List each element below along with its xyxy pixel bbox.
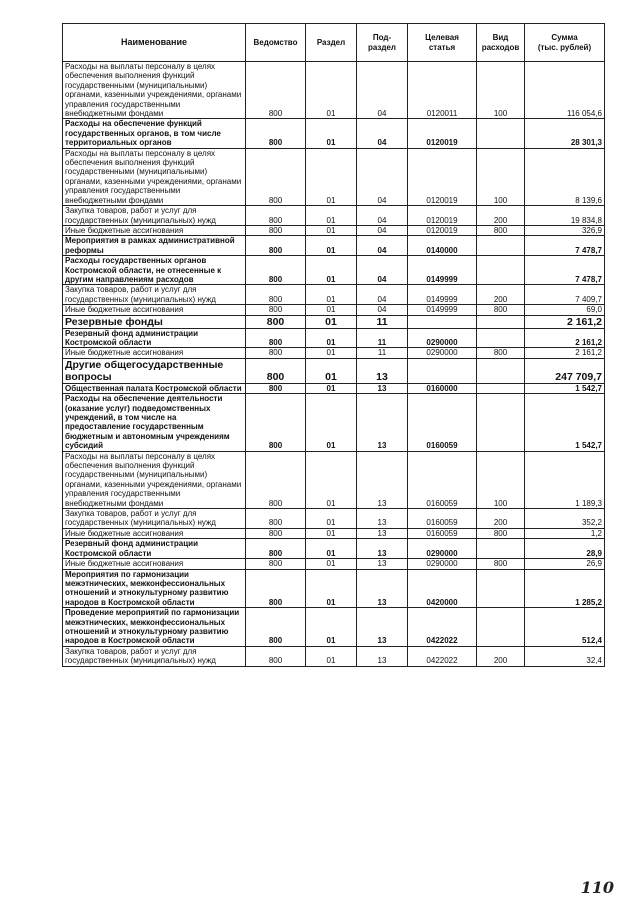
cell-target: 0120019	[408, 206, 477, 226]
cell-expense-type	[477, 256, 525, 285]
cell-amount: 512,4	[525, 608, 605, 647]
cell-expense-type	[477, 383, 525, 393]
cell-target: 0422022	[408, 608, 477, 647]
header-amount: Сумма (тыс. рублей)	[525, 24, 605, 62]
cell-target: 0290000	[408, 559, 477, 569]
table-row	[63, 608, 605, 647]
cell-expense-type	[477, 315, 525, 328]
cell-name: Резервный фонд администрации Костромской области	[63, 328, 246, 348]
cell-section: 01	[306, 305, 357, 315]
cell-expense-type: 800	[477, 559, 525, 569]
cell-target: 0120019	[408, 225, 477, 235]
cell-section: 01	[306, 285, 357, 305]
cell-target: 0160000	[408, 383, 477, 393]
table-row	[63, 236, 605, 256]
cell-name: Другие общегосударственные вопросы	[63, 358, 246, 383]
cell-amount: 7 478,7	[525, 236, 605, 256]
table-row	[63, 646, 605, 666]
cell-subsection: 13	[357, 608, 408, 647]
cell-target: 0420000	[408, 569, 477, 608]
cell-dept: 800	[246, 646, 306, 666]
cell-name: Закупка товаров, работ и услуг для государственных (муниципальных) нужд	[63, 509, 246, 529]
cell-dept: 800	[246, 383, 306, 393]
cell-name: Расходы на выплаты персоналу в целях обеспечения выполнения функций государственными (муниципальными) органами, казенными учреждениями, органами управления государственными внебюджетными фондами	[63, 451, 246, 508]
cell-subsection: 04	[357, 148, 408, 205]
cell-amount: 7 478,7	[525, 256, 605, 285]
cell-amount: 19 834,8	[525, 206, 605, 226]
cell-expense-type: 200	[477, 206, 525, 226]
cell-dept: 800	[246, 348, 306, 358]
cell-amount: 26,9	[525, 559, 605, 569]
table-row	[63, 206, 605, 226]
cell-amount: 247 709,7	[525, 358, 605, 383]
cell-section: 01	[306, 62, 357, 119]
cell-name: Иные бюджетные ассигнования	[63, 348, 246, 358]
cell-subsection: 13	[357, 383, 408, 393]
cell-expense-type: 100	[477, 62, 525, 119]
cell-expense-type	[477, 236, 525, 256]
cell-target: 0422022	[408, 646, 477, 666]
table-row	[63, 119, 605, 148]
table-row	[63, 383, 605, 393]
cell-amount: 69,0	[525, 305, 605, 315]
cell-expense-type	[477, 394, 525, 451]
cell-subsection: 13	[357, 509, 408, 529]
cell-expense-type: 200	[477, 646, 525, 666]
cell-dept: 800	[246, 509, 306, 529]
cell-name: Расходы на обеспечение функций государственных органов, в том числе территориальных органов	[63, 119, 246, 148]
cell-target: 0120011	[408, 62, 477, 119]
cell-dept: 800	[246, 225, 306, 235]
header-name: Наименование	[63, 24, 246, 62]
cell-subsection: 13	[357, 646, 408, 666]
cell-name: Резервные фонды	[63, 315, 246, 328]
cell-dept: 800	[246, 451, 306, 508]
header-dept: Ведомство	[246, 24, 306, 62]
cell-amount: 352,2	[525, 509, 605, 529]
cell-subsection: 04	[357, 119, 408, 148]
cell-dept: 800	[246, 305, 306, 315]
header-expense-type: Вид расходов	[477, 24, 525, 62]
cell-section: 01	[306, 509, 357, 529]
cell-dept: 800	[246, 559, 306, 569]
cell-dept: 800	[246, 148, 306, 205]
header-subsection: Под- раздел	[357, 24, 408, 62]
cell-dept: 800	[246, 608, 306, 647]
cell-name: Закупка товаров, работ и услуг для государственных (муниципальных) нужд	[63, 206, 246, 226]
cell-name: Общественная палата Костромской области	[63, 383, 246, 393]
cell-amount: 2 161,2	[525, 348, 605, 358]
cell-name: Иные бюджетные ассигнования	[63, 528, 246, 538]
header-target: Целевая статья	[408, 24, 477, 62]
cell-section: 01	[306, 451, 357, 508]
cell-dept: 800	[246, 358, 306, 383]
table-row	[63, 305, 605, 315]
cell-subsection: 11	[357, 315, 408, 328]
cell-subsection: 13	[357, 559, 408, 569]
table-row	[63, 62, 605, 119]
cell-expense-type: 100	[477, 148, 525, 205]
cell-target: 0160059	[408, 394, 477, 451]
cell-target	[408, 358, 477, 383]
cell-expense-type	[477, 569, 525, 608]
cell-expense-type: 200	[477, 285, 525, 305]
cell-expense-type: 100	[477, 451, 525, 508]
cell-amount: 2 161,2	[525, 315, 605, 328]
cell-amount: 1 542,7	[525, 383, 605, 393]
cell-dept: 800	[246, 528, 306, 538]
cell-name: Расходы на выплаты персоналу в целях обеспечения выполнения функций государственными (муниципальными) органами, казенными учреждениями, органами управления государственными внебюджетными фондами	[63, 62, 246, 119]
cell-subsection: 04	[357, 285, 408, 305]
cell-amount: 2 161,2	[525, 328, 605, 348]
table-header-row	[63, 24, 605, 62]
cell-dept: 800	[246, 394, 306, 451]
cell-name: Закупка товаров, работ и услуг для государственных (муниципальных) нужд	[63, 285, 246, 305]
cell-dept: 800	[246, 539, 306, 559]
cell-expense-type: 200	[477, 509, 525, 529]
table-row	[63, 569, 605, 608]
cell-section: 01	[306, 348, 357, 358]
cell-target: 0140000	[408, 236, 477, 256]
cell-expense-type: 800	[477, 305, 525, 315]
cell-section: 01	[306, 225, 357, 235]
cell-section: 01	[306, 148, 357, 205]
cell-dept: 800	[246, 328, 306, 348]
cell-subsection: 11	[357, 348, 408, 358]
cell-section: 01	[306, 394, 357, 451]
cell-name: Иные бюджетные ассигнования	[63, 225, 246, 235]
cell-amount: 28 301,3	[525, 119, 605, 148]
cell-subsection: 13	[357, 394, 408, 451]
cell-target: 0149999	[408, 305, 477, 315]
cell-name: Иные бюджетные ассигнования	[63, 305, 246, 315]
cell-target: 0160059	[408, 528, 477, 538]
table-row	[63, 539, 605, 559]
cell-amount: 1 285,2	[525, 569, 605, 608]
cell-section: 01	[306, 569, 357, 608]
cell-name: Мероприятия по гармонизации межэтнических, межконфессиональных отношений и этнокультурному развитию народов в Костромской области	[63, 569, 246, 608]
cell-target	[408, 315, 477, 328]
cell-amount: 1 189,3	[525, 451, 605, 508]
table-row	[63, 358, 605, 383]
cell-target: 0160059	[408, 509, 477, 529]
cell-section: 01	[306, 608, 357, 647]
table-row	[63, 451, 605, 508]
table-row	[63, 285, 605, 305]
cell-section: 01	[306, 539, 357, 559]
cell-dept: 800	[246, 315, 306, 328]
table-row	[63, 148, 605, 205]
cell-target: 0290000	[408, 328, 477, 348]
cell-name: Расходы на обеспечение деятельности (оказание услуг) подведомственных учреждений, в том числе на предоставление государственным бюджетным и автономным учреждениям субсидий	[63, 394, 246, 451]
table-row	[63, 328, 605, 348]
cell-target: 0290000	[408, 539, 477, 559]
table-row	[63, 528, 605, 538]
budget-table	[62, 23, 605, 667]
cell-section: 01	[306, 358, 357, 383]
cell-target: 0160059	[408, 451, 477, 508]
cell-dept: 800	[246, 569, 306, 608]
cell-section: 01	[306, 328, 357, 348]
cell-section: 01	[306, 256, 357, 285]
cell-subsection: 11	[357, 328, 408, 348]
cell-section: 01	[306, 236, 357, 256]
cell-subsection: 13	[357, 451, 408, 508]
cell-expense-type	[477, 608, 525, 647]
cell-subsection: 04	[357, 62, 408, 119]
cell-name: Расходы на выплаты персоналу в целях обеспечения выполнения функций государственными (муниципальными) органами, казенными учреждениями, органами управления государственными внебюджетными фондами	[63, 148, 246, 205]
cell-target: 0290000	[408, 348, 477, 358]
cell-subsection: 13	[357, 528, 408, 538]
cell-amount: 326,9	[525, 225, 605, 235]
cell-section: 01	[306, 383, 357, 393]
cell-expense-type: 800	[477, 348, 525, 358]
page-number: 110	[580, 878, 614, 897]
table-row	[63, 509, 605, 529]
cell-dept: 800	[246, 119, 306, 148]
cell-subsection: 13	[357, 569, 408, 608]
cell-target: 0120019	[408, 148, 477, 205]
cell-section: 01	[306, 206, 357, 226]
cell-dept: 800	[246, 62, 306, 119]
table-row	[63, 559, 605, 569]
cell-subsection: 04	[357, 206, 408, 226]
cell-amount: 32,4	[525, 646, 605, 666]
cell-subsection: 04	[357, 305, 408, 315]
cell-amount: 7 409,7	[525, 285, 605, 305]
cell-dept: 800	[246, 236, 306, 256]
table-row	[63, 256, 605, 285]
cell-subsection: 04	[357, 256, 408, 285]
cell-section: 01	[306, 315, 357, 328]
cell-section: 01	[306, 119, 357, 148]
cell-amount: 1,2	[525, 528, 605, 538]
cell-target: 0149999	[408, 256, 477, 285]
table-row	[63, 225, 605, 235]
cell-amount: 28,9	[525, 539, 605, 559]
cell-subsection: 04	[357, 225, 408, 235]
cell-target: 0149999	[408, 285, 477, 305]
cell-expense-type: 800	[477, 528, 525, 538]
cell-name: Проведение мероприятий по гармонизации межэтнических, межконфессиональных отношений и этнокультурному развитию народов в Костромской области	[63, 608, 246, 647]
cell-expense-type	[477, 328, 525, 348]
table-body	[63, 62, 605, 667]
cell-expense-type	[477, 539, 525, 559]
cell-dept: 800	[246, 206, 306, 226]
cell-expense-type: 800	[477, 225, 525, 235]
cell-name: Закупка товаров, работ и услуг для государственных (муниципальных) нужд	[63, 646, 246, 666]
cell-dept: 800	[246, 256, 306, 285]
table-row	[63, 315, 605, 328]
cell-subsection: 13	[357, 358, 408, 383]
cell-expense-type	[477, 358, 525, 383]
header-section: Раздел	[306, 24, 357, 62]
cell-name: Расходы государственных органов Костромской области, не отнесенные к другим направлениям расходов	[63, 256, 246, 285]
cell-section: 01	[306, 646, 357, 666]
cell-target: 0120019	[408, 119, 477, 148]
cell-name: Иные бюджетные ассигнования	[63, 559, 246, 569]
cell-dept: 800	[246, 285, 306, 305]
cell-name: Резервный фонд администрации Костромской области	[63, 539, 246, 559]
cell-subsection: 13	[357, 539, 408, 559]
cell-amount: 116 054,6	[525, 62, 605, 119]
cell-expense-type	[477, 119, 525, 148]
cell-section: 01	[306, 528, 357, 538]
cell-subsection: 04	[357, 236, 408, 256]
table-row	[63, 348, 605, 358]
cell-name: Мероприятия в рамках административной реформы	[63, 236, 246, 256]
table-row	[63, 394, 605, 451]
cell-section: 01	[306, 559, 357, 569]
cell-amount: 8 139,6	[525, 148, 605, 205]
cell-amount: 1 542,7	[525, 394, 605, 451]
